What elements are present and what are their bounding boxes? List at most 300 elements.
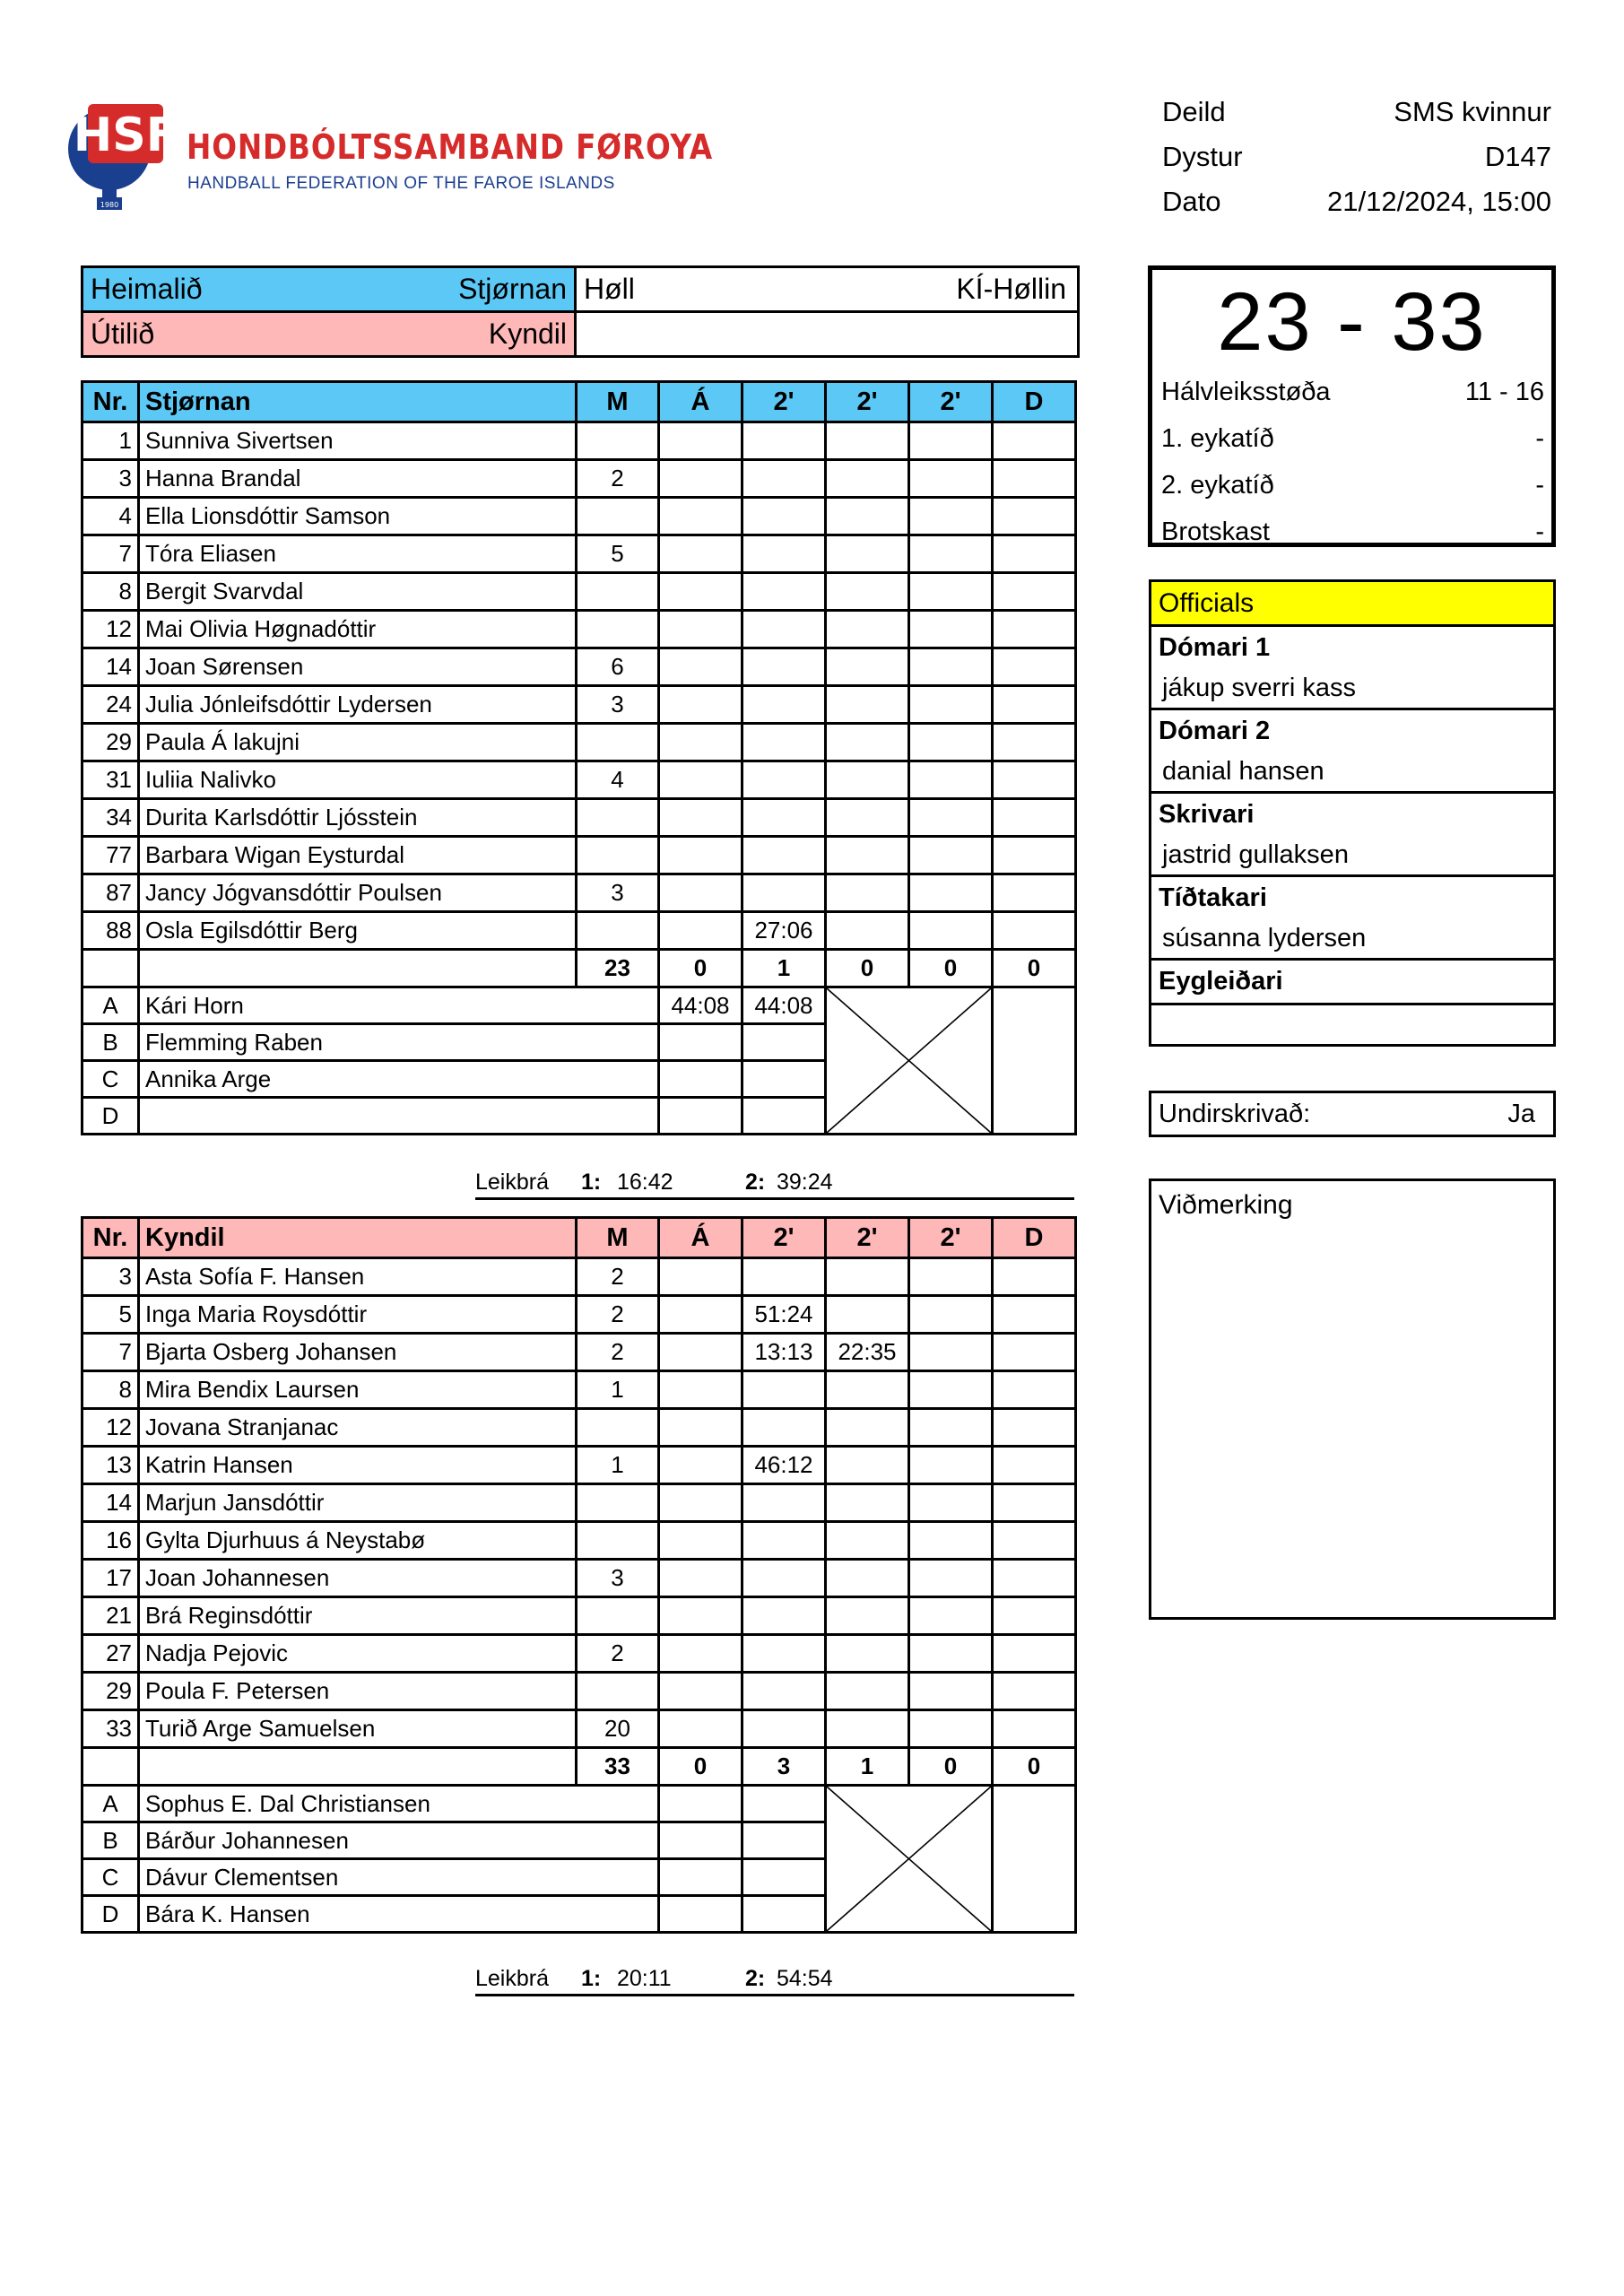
player-d <box>993 724 1076 761</box>
col-header-s1: 2' <box>743 382 826 422</box>
player-row <box>83 1371 1076 1409</box>
player-row <box>83 1710 1076 1748</box>
staff-row <box>83 987 1076 1024</box>
player-s3 <box>909 1635 993 1673</box>
player-s3 <box>909 837 993 874</box>
player-s1 <box>743 1710 826 1748</box>
player-m: 2 <box>577 1258 659 1296</box>
player-s3 <box>909 1258 993 1296</box>
staff-warning <box>659 1024 743 1061</box>
staff-name: Flemming Raben <box>139 1024 659 1061</box>
player-number: 88 <box>83 912 139 950</box>
player-d <box>993 611 1076 648</box>
player-a <box>659 498 743 535</box>
player-m: 6 <box>577 648 659 686</box>
player-s2 <box>826 498 909 535</box>
player-name: Osla Egilsdóttir Berg <box>139 912 577 950</box>
player-s1 <box>743 573 826 611</box>
player-s1 <box>743 724 826 761</box>
player-number: 17 <box>83 1560 139 1597</box>
player-d <box>993 1296 1076 1334</box>
player-row <box>83 498 1076 535</box>
player-s3 <box>909 1673 993 1710</box>
player-name: Gylta Djurhuus á Neystabø <box>139 1522 577 1560</box>
totals-row <box>83 950 1076 987</box>
player-m <box>577 422 659 460</box>
official-referee-2: Dómari 2 danial hansen <box>1151 710 1553 794</box>
player-d <box>993 648 1076 686</box>
staff-letter: B <box>83 1822 139 1859</box>
player-name: Bergit Svarvdal <box>139 573 577 611</box>
player-a <box>659 1710 743 1748</box>
away-leikbra: Leikbrá 1: 20:11 2: 54:54 <box>475 1964 1074 1996</box>
player-s1 <box>743 535 826 573</box>
player-m <box>577 1409 659 1447</box>
player-number: 24 <box>83 686 139 724</box>
player-d <box>993 1334 1076 1371</box>
player-m <box>577 724 659 761</box>
player-d <box>993 1597 1076 1635</box>
total-s2: 0 <box>826 950 909 987</box>
col-header-a: Á <box>659 1218 743 1258</box>
official-observer: Eygleiðari <box>1151 961 1553 1044</box>
staff-suspension <box>743 1061 826 1098</box>
player-d <box>993 799 1076 837</box>
total-d: 0 <box>993 950 1076 987</box>
player-s3 <box>909 799 993 837</box>
player-a <box>659 1258 743 1296</box>
player-s1 <box>743 1597 826 1635</box>
player-row <box>83 799 1076 837</box>
player-row <box>83 1635 1076 1673</box>
player-s1 <box>743 686 826 724</box>
player-s2 <box>826 1597 909 1635</box>
player-d <box>993 1484 1076 1522</box>
player-s3 <box>909 460 993 498</box>
player-a <box>659 1334 743 1371</box>
player-d <box>993 1710 1076 1748</box>
player-s3 <box>909 498 993 535</box>
player-s2: 22:35 <box>826 1334 909 1371</box>
player-s3 <box>909 1296 993 1334</box>
officials-box <box>1149 579 1556 1047</box>
totals-blank <box>139 950 577 987</box>
player-a <box>659 912 743 950</box>
player-s2 <box>826 1409 909 1447</box>
staff-name: Kári Horn <box>139 987 659 1024</box>
player-name: Mai Olivia Høgnadóttir <box>139 611 577 648</box>
player-s1 <box>743 874 826 912</box>
player-s3 <box>909 1371 993 1409</box>
player-m: 3 <box>577 686 659 724</box>
player-s1 <box>743 1522 826 1560</box>
player-number: 7 <box>83 535 139 573</box>
player-d <box>993 573 1076 611</box>
player-s2 <box>826 724 909 761</box>
teams-header <box>81 265 1080 358</box>
player-m <box>577 1597 659 1635</box>
player-row <box>83 1447 1076 1484</box>
player-m: 2 <box>577 1635 659 1673</box>
player-m <box>577 1484 659 1522</box>
staff-name: Sophus E. Dal Christiansen <box>139 1786 659 1822</box>
staff-name: Dávur Clementsen <box>139 1859 659 1896</box>
final-score: 23 - 33 <box>1217 276 1487 368</box>
player-s2 <box>826 460 909 498</box>
player-s2 <box>826 573 909 611</box>
player-m: 4 <box>577 761 659 799</box>
player-row <box>83 1296 1076 1334</box>
meta-row-dystur: Dystur D147 <box>1162 141 1551 172</box>
player-name: Nadja Pejovic <box>139 1635 577 1673</box>
player-row <box>83 724 1076 761</box>
player-row <box>83 761 1076 799</box>
staff-suspension <box>743 1859 826 1896</box>
player-m: 2 <box>577 460 659 498</box>
player-s1: 46:12 <box>743 1447 826 1484</box>
player-s1 <box>743 1560 826 1597</box>
col-header-nr: Nr. <box>83 1218 139 1258</box>
score-row-brotskast: Brotskast - <box>1161 517 1544 546</box>
player-s2 <box>826 874 909 912</box>
col-header-nr: Nr. <box>83 382 139 422</box>
player-a <box>659 460 743 498</box>
player-a <box>659 535 743 573</box>
player-a <box>659 1447 743 1484</box>
total-d: 0 <box>993 1748 1076 1786</box>
player-m: 1 <box>577 1371 659 1409</box>
player-number: 8 <box>83 573 139 611</box>
player-m: 3 <box>577 1560 659 1597</box>
svg-text:1980: 1980 <box>100 201 119 209</box>
remarks-label: Viðmerking <box>1159 1190 1293 1220</box>
player-m <box>577 912 659 950</box>
player-a <box>659 1560 743 1597</box>
player-a <box>659 686 743 724</box>
total-s1: 3 <box>743 1748 826 1786</box>
player-s3 <box>909 1560 993 1597</box>
player-number: 34 <box>83 799 139 837</box>
player-name: Asta Sofía F. Hansen <box>139 1258 577 1296</box>
player-number: 77 <box>83 837 139 874</box>
cross-icon <box>827 988 991 1133</box>
staff-cross-cell <box>826 987 993 1135</box>
staff-warning <box>659 1822 743 1859</box>
player-a <box>659 1635 743 1673</box>
totals-blank <box>139 1748 577 1786</box>
player-m <box>577 837 659 874</box>
federation-logo <box>63 97 713 213</box>
player-s3 <box>909 1597 993 1635</box>
player-number: 33 <box>83 1710 139 1748</box>
player-row <box>83 1334 1076 1371</box>
staff-warning <box>659 1859 743 1896</box>
player-s2 <box>826 799 909 837</box>
staff-warning <box>659 1061 743 1098</box>
player-s1 <box>743 799 826 837</box>
player-row <box>83 1597 1076 1635</box>
player-m <box>577 611 659 648</box>
player-name: Turið Arge Samuelsen <box>139 1710 577 1748</box>
staff-suspension <box>743 1024 826 1061</box>
staff-warning <box>659 1786 743 1822</box>
player-a <box>659 1484 743 1522</box>
player-name: Julia Jónleifsdóttir Lydersen <box>139 686 577 724</box>
player-s3 <box>909 611 993 648</box>
away-team-table <box>81 1216 1077 1934</box>
player-row <box>83 1522 1076 1560</box>
player-s3 <box>909 724 993 761</box>
federation-subtitle: HANDBALL FEDERATION OF THE FAROE ISLANDS <box>187 174 615 193</box>
player-s1 <box>743 761 826 799</box>
totals-blank <box>83 950 139 987</box>
player-d <box>993 1258 1076 1296</box>
player-row <box>83 837 1076 874</box>
player-s2 <box>826 1522 909 1560</box>
player-number: 5 <box>83 1296 139 1334</box>
col-header-team: Kyndil <box>139 1218 577 1258</box>
official-referee-1: Dómari 1 jákup sverri kass <box>1151 627 1553 710</box>
staff-disq <box>993 987 1076 1135</box>
player-a <box>659 874 743 912</box>
player-row <box>83 611 1076 648</box>
player-s3 <box>909 1409 993 1447</box>
player-s2 <box>826 535 909 573</box>
player-d <box>993 912 1076 950</box>
player-s3 <box>909 761 993 799</box>
player-number: 13 <box>83 1447 139 1484</box>
player-s1 <box>743 460 826 498</box>
staff-letter: B <box>83 1024 139 1061</box>
col-header-s2: 2' <box>826 1218 909 1258</box>
total-m: 33 <box>577 1748 659 1786</box>
player-number: 12 <box>83 611 139 648</box>
player-name: Sunniva Sivertsen <box>139 422 577 460</box>
player-s3 <box>909 912 993 950</box>
player-row <box>83 912 1076 950</box>
player-m <box>577 573 659 611</box>
player-name: Joan Sørensen <box>139 648 577 686</box>
player-m <box>577 1673 659 1710</box>
player-number: 27 <box>83 1635 139 1673</box>
player-d <box>993 460 1076 498</box>
player-s3 <box>909 573 993 611</box>
staff-warning: 44:08 <box>659 987 743 1024</box>
player-s2 <box>826 422 909 460</box>
player-row <box>83 460 1076 498</box>
venue-row: Høll KÍ-Høllin <box>584 273 1066 305</box>
player-number: 12 <box>83 1409 139 1447</box>
player-m: 1 <box>577 1447 659 1484</box>
officials-title: Officials <box>1151 582 1553 627</box>
player-d <box>993 1409 1076 1447</box>
staff-suspension <box>743 1098 826 1135</box>
staff-letter: A <box>83 987 139 1024</box>
player-a <box>659 799 743 837</box>
player-m: 2 <box>577 1296 659 1334</box>
staff-disq <box>993 1786 1076 1933</box>
player-a <box>659 1522 743 1560</box>
remarks-box <box>1149 1178 1556 1620</box>
col-header-m: M <box>577 1218 659 1258</box>
player-s2 <box>826 761 909 799</box>
away-team-row: Útilið Kyndil <box>83 313 577 355</box>
player-name: Brá Reginsdóttir <box>139 1597 577 1635</box>
player-s1 <box>743 648 826 686</box>
staff-row <box>83 1786 1076 1822</box>
staff-name <box>139 1098 659 1135</box>
col-header-d: D <box>993 382 1076 422</box>
player-name: Katrin Hansen <box>139 1447 577 1484</box>
player-s3 <box>909 422 993 460</box>
player-s2 <box>826 686 909 724</box>
player-name: Tóra Eliasen <box>139 535 577 573</box>
player-name: Mira Bendix Laursen <box>139 1371 577 1409</box>
player-number: 29 <box>83 724 139 761</box>
svg-text:HSF: HSF <box>73 109 178 162</box>
col-header-s3: 2' <box>909 382 993 422</box>
col-header-s2: 2' <box>826 382 909 422</box>
total-s3: 0 <box>909 950 993 987</box>
player-s2 <box>826 1371 909 1409</box>
player-d <box>993 498 1076 535</box>
meta-row-deild: Deild SMS kvinnur <box>1162 96 1551 127</box>
total-s2: 1 <box>826 1748 909 1786</box>
player-s1 <box>743 1484 826 1522</box>
col-header-d: D <box>993 1218 1076 1258</box>
player-number: 3 <box>83 1258 139 1296</box>
staff-letter: C <box>83 1061 139 1098</box>
player-s3 <box>909 1334 993 1371</box>
player-s1 <box>743 1371 826 1409</box>
total-m: 23 <box>577 950 659 987</box>
col-header-s1: 2' <box>743 1218 826 1258</box>
venue-empty <box>577 313 1077 355</box>
player-s2 <box>826 1296 909 1334</box>
player-a <box>659 573 743 611</box>
player-s3 <box>909 874 993 912</box>
staff-cross-cell <box>826 1786 993 1933</box>
player-s2 <box>826 1258 909 1296</box>
official-timekeeper: Tíðtakari súsanna lydersen <box>1151 877 1553 961</box>
col-header-team: Stjørnan <box>139 382 577 422</box>
player-s3 <box>909 1447 993 1484</box>
player-d <box>993 1447 1076 1484</box>
player-s2 <box>826 1635 909 1673</box>
player-m: 3 <box>577 874 659 912</box>
player-number: 8 <box>83 1371 139 1409</box>
player-d <box>993 761 1076 799</box>
col-header-s3: 2' <box>909 1218 993 1258</box>
staff-letter: C <box>83 1859 139 1896</box>
player-s3 <box>909 1484 993 1522</box>
table-header-row <box>83 1218 1076 1258</box>
player-s2 <box>826 1447 909 1484</box>
score-row-extra2: 2. eykatíð - <box>1161 471 1544 500</box>
player-number: 16 <box>83 1522 139 1560</box>
totals-row <box>83 1748 1076 1786</box>
player-name: Bjarta Osberg Johansen <box>139 1334 577 1371</box>
staff-name: Bára K. Hansen <box>139 1896 659 1933</box>
score-box <box>1148 265 1556 547</box>
player-number: 4 <box>83 498 139 535</box>
home-leikbra: Leikbrá 1: 16:42 2: 39:24 <box>475 1168 1074 1200</box>
player-m: 2 <box>577 1334 659 1371</box>
player-name: Iuliia Nalivko <box>139 761 577 799</box>
player-s2 <box>826 1710 909 1748</box>
player-a <box>659 648 743 686</box>
player-row <box>83 1409 1076 1447</box>
player-name: Poula F. Petersen <box>139 1673 577 1710</box>
meta-row-dato: Dato 21/12/2024, 15:00 <box>1162 186 1551 217</box>
player-s1: 27:06 <box>743 912 826 950</box>
player-d <box>993 535 1076 573</box>
player-row <box>83 1673 1076 1710</box>
player-a <box>659 724 743 761</box>
staff-warning <box>659 1098 743 1135</box>
staff-suspension <box>743 1896 826 1933</box>
player-a <box>659 422 743 460</box>
staff-name: Bárður Johannesen <box>139 1822 659 1859</box>
player-name: Joan Johannesen <box>139 1560 577 1597</box>
player-number: 29 <box>83 1673 139 1710</box>
player-m: 5 <box>577 535 659 573</box>
total-a: 0 <box>659 1748 743 1786</box>
col-header-a: Á <box>659 382 743 422</box>
player-name: Hanna Brandal <box>139 460 577 498</box>
table-header-row <box>83 382 1076 422</box>
player-number: 21 <box>83 1597 139 1635</box>
player-m: 20 <box>577 1710 659 1748</box>
player-s2 <box>826 648 909 686</box>
player-d <box>993 1371 1076 1409</box>
cross-icon <box>827 1787 991 1931</box>
player-d <box>993 686 1076 724</box>
federation-name: HONDBÓLTSSAMBAND FØROYA <box>187 127 713 167</box>
player-s3 <box>909 1710 993 1748</box>
player-d <box>993 422 1076 460</box>
player-s2 <box>826 611 909 648</box>
player-number: 87 <box>83 874 139 912</box>
player-m <box>577 498 659 535</box>
player-s2 <box>826 1560 909 1597</box>
player-s2 <box>826 912 909 950</box>
player-s3 <box>909 648 993 686</box>
player-row <box>83 648 1076 686</box>
player-s2 <box>826 837 909 874</box>
player-a <box>659 611 743 648</box>
staff-letter: D <box>83 1098 139 1135</box>
player-row <box>83 535 1076 573</box>
player-s3 <box>909 686 993 724</box>
player-number: 14 <box>83 1484 139 1522</box>
total-s1: 1 <box>743 950 826 987</box>
player-row <box>83 1484 1076 1522</box>
player-row <box>83 422 1076 460</box>
total-a: 0 <box>659 950 743 987</box>
player-s1: 51:24 <box>743 1296 826 1334</box>
player-s1 <box>743 1409 826 1447</box>
player-number: 7 <box>83 1334 139 1371</box>
staff-letter: D <box>83 1896 139 1933</box>
player-a <box>659 761 743 799</box>
player-d <box>993 1560 1076 1597</box>
player-row <box>83 1560 1076 1597</box>
player-d <box>993 1522 1076 1560</box>
player-name: Inga Maria Roysdóttir <box>139 1296 577 1334</box>
match-meta <box>1162 90 1551 224</box>
staff-suspension <box>743 1822 826 1859</box>
